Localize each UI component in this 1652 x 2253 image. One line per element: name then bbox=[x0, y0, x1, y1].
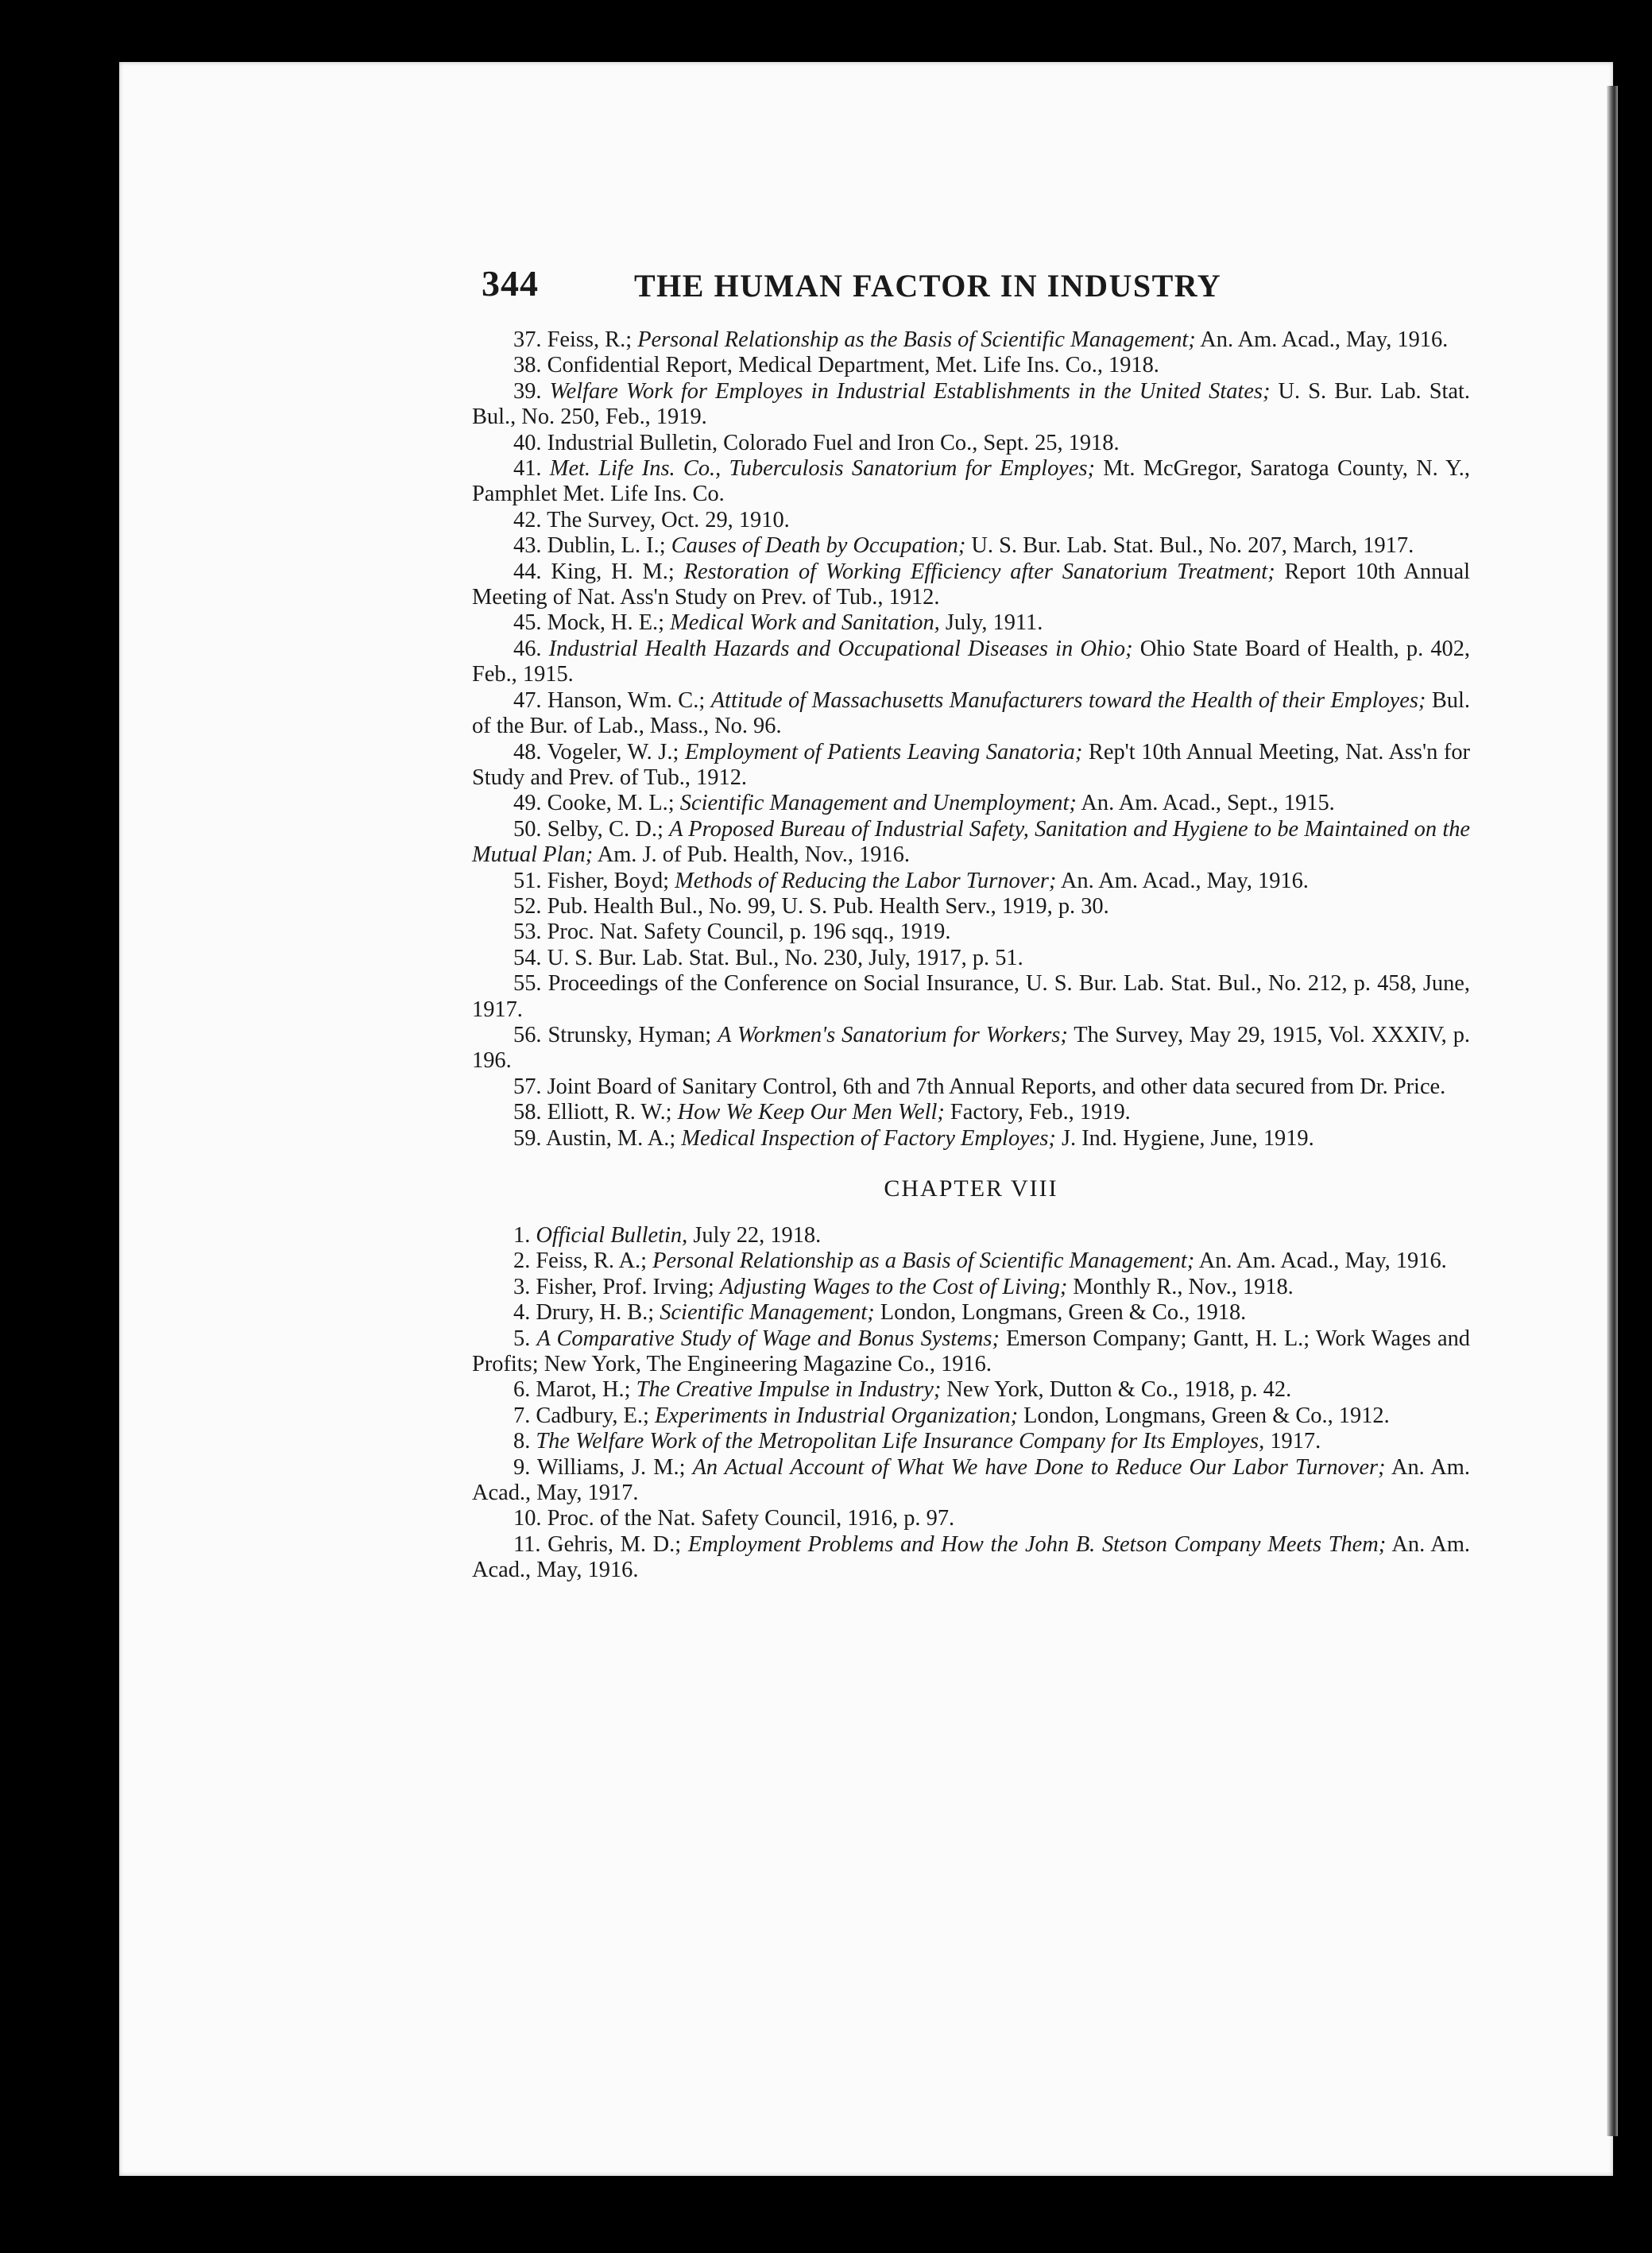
reference-title: Employment of Patients Leaving Sanatoria; bbox=[684, 739, 1083, 765]
reference-title: A Workmen's Sanatorium for Workers; bbox=[718, 1022, 1068, 1047]
reference-entry bbox=[472, 533, 1470, 559]
reference-title: Welfare Work for Employes in Industrial Establishments in the United States; bbox=[549, 378, 1271, 404]
reference-author: 47. Hanson, Wm. C.; bbox=[513, 687, 711, 713]
reference-entry bbox=[472, 431, 1470, 456]
reference-list-chapter-viii bbox=[472, 1223, 1470, 1584]
reference-entry bbox=[472, 508, 1470, 533]
chapter-heading: CHAPTER VIII bbox=[884, 1175, 1058, 1202]
page-edge-shadow bbox=[1607, 86, 1618, 2136]
reference-source: London, Longmans, Green & Co., 1912. bbox=[1018, 1403, 1390, 1428]
reference-title: How We Keep Our Men Well; bbox=[677, 1100, 945, 1125]
reference-entry bbox=[472, 559, 1470, 611]
reference-author: 51. Fisher, Boyd; bbox=[513, 868, 675, 893]
reference-entry bbox=[472, 740, 1470, 792]
reference-entry bbox=[472, 688, 1470, 740]
reference-entry bbox=[472, 456, 1470, 508]
reference-author: 4. Drury, H. B.; bbox=[513, 1300, 660, 1326]
reference-author: 39. bbox=[513, 378, 550, 404]
reference-author: 58. Elliott, R. W.; bbox=[513, 1100, 678, 1125]
reference-author: 41. bbox=[513, 456, 550, 482]
reference-source: J. Ind. Hygiene, June, 1919. bbox=[1055, 1125, 1314, 1151]
reference-entry bbox=[472, 1223, 1470, 1248]
reference-source: Mt. McGregor, Saratoga County, N. Y., Pamphlet Met. Life Ins. Co. bbox=[472, 456, 1470, 507]
reference-source: Ohio State Board of Health, p. 402, Feb., 1915. bbox=[472, 636, 1471, 687]
reference-author: 45. Mock, H. E.; bbox=[513, 610, 671, 636]
reference-source: The Survey, May 29, 1915, Vol. XXXIV, p. 196. bbox=[472, 1022, 1470, 1074]
reference-source: Bul. of the Bur. of Lab., Mass., No. 96. bbox=[472, 687, 1470, 739]
reference-title: Causes of Death by Occupation; bbox=[671, 533, 966, 559]
reference-source: Report 10th Annual Meeting of Nat. Ass'n Study on Prev. of Tub., 1912. bbox=[472, 559, 1470, 610]
reference-entry bbox=[472, 1074, 1470, 1100]
reference-entry bbox=[472, 817, 1470, 869]
reference-entry bbox=[472, 610, 1470, 636]
reference-source: Factory, Feb., 1919. bbox=[944, 1100, 1131, 1125]
reference-entry bbox=[472, 1377, 1470, 1403]
reference-author: 10. Proc. of the Nat. Safety Council, 1916, p. 97. bbox=[513, 1506, 955, 1531]
reference-author: 37. Feiss, R.; bbox=[513, 327, 638, 352]
reference-source: Rep't 10th Annual Meeting, Nat. Ass'n for Study and Prev. of Tub., 1912. bbox=[472, 739, 1470, 790]
reference-entry bbox=[472, 1455, 1470, 1507]
running-title: THE HUMAN FACTOR IN INDUSTRY bbox=[634, 268, 1222, 304]
reference-author: 9. Williams, J. M.; bbox=[513, 1454, 693, 1480]
reference-title: Employment Problems and How the John B. Stetson Company Meets Them; bbox=[687, 1531, 1387, 1557]
reference-author: 2. Feiss, R. A.; bbox=[513, 1248, 653, 1274]
reference-title: Scientific Management; bbox=[660, 1300, 875, 1326]
reference-author: 55. Proceedings of the Conference on Social Insurance, U. S. Bur. Lab. Stat. Bul., No. 212, p. 458, June, 1917. bbox=[472, 971, 1470, 1022]
reference-author: 8. bbox=[513, 1429, 536, 1454]
reference-author: 44. King, H. M.; bbox=[513, 559, 684, 584]
reference-entry bbox=[472, 946, 1470, 971]
reference-entry bbox=[472, 1403, 1470, 1429]
reference-author: 48. Vogeler, W. J.; bbox=[513, 739, 685, 765]
reference-title: Personal Relationship as a Basis of Scientific Management; bbox=[652, 1248, 1195, 1274]
reference-author: 42. The Survey, Oct. 29, 1910. bbox=[513, 507, 790, 532]
reference-title: Experiments in Industrial Organization; bbox=[654, 1403, 1019, 1428]
reference-author: 59. Austin, M. A.; bbox=[513, 1125, 682, 1151]
reference-entry bbox=[472, 379, 1470, 431]
reference-author: 56. Strunsky, Hyman; bbox=[513, 1022, 718, 1047]
reference-source: An. Am. Acad., Sept., 1915. bbox=[1076, 791, 1335, 816]
reference-source: Am. J. of Pub. Health, Nov., 1916. bbox=[593, 842, 910, 868]
running-header bbox=[472, 262, 1470, 319]
reference-author: 7. Cadbury, E.; bbox=[513, 1403, 655, 1428]
reference-entry bbox=[472, 1506, 1470, 1531]
reference-entry bbox=[472, 971, 1470, 1023]
reference-entry bbox=[472, 327, 1470, 353]
reference-author: 38. Confidential Report, Medical Department, Met. Life Ins. Co., 1918. bbox=[513, 353, 1159, 378]
reference-title: The Creative Impulse in Industry; bbox=[636, 1377, 942, 1403]
reference-author: 54. U. S. Bur. Lab. Stat. Bul., No. 230, July, 1917, p. 51. bbox=[513, 945, 1023, 970]
reference-author: 57. Joint Board of Sanitary Control, 6th and 7th Annual Reports, and other data secured from Dr. Price. bbox=[513, 1074, 1446, 1099]
reference-author: 53. Proc. Nat. Safety Council, p. 196 sqq., 1919. bbox=[513, 919, 951, 945]
reference-source: U. S. Bur. Lab. Stat. Bul., No. 207, March, 1917. bbox=[965, 533, 1414, 559]
reference-author: 40. Industrial Bulletin, Colorado Fuel and Iron Co., Sept. 25, 1918. bbox=[513, 430, 1120, 455]
reference-title: Adjusting Wages to the Cost of Living; bbox=[719, 1274, 1068, 1299]
reference-source: An. Am. Acad., May, 1916. bbox=[1195, 327, 1449, 352]
reference-entry bbox=[472, 1326, 1470, 1378]
reference-entry bbox=[472, 1300, 1470, 1326]
reference-source: Emerson Company; Gantt, H. L.; Work Wages and Profits; New York, The Engineering Magazine Co., 1916. bbox=[472, 1326, 1471, 1377]
reference-entry bbox=[472, 894, 1470, 919]
reference-author: 50. Selby, C. D.; bbox=[513, 816, 670, 842]
reference-title: A Proposed Bureau of Industrial Safety, Sanitation and Hygiene to be Maintained on the Mutual Plan; bbox=[472, 816, 1471, 868]
reference-title: Met. Life Ins. Co., Tuberculosis Sanatorium for Employes; bbox=[549, 456, 1095, 482]
reference-author: 46. bbox=[513, 636, 549, 661]
reference-entry bbox=[472, 919, 1470, 945]
reference-entry bbox=[472, 791, 1470, 816]
reference-title: Scientific Management and Unemployment; bbox=[679, 791, 1077, 816]
reference-entry bbox=[472, 869, 1470, 894]
reference-source: An. Am. Acad., May, 1916. bbox=[1056, 868, 1309, 893]
reference-source: Monthly R., Nov., 1918. bbox=[1067, 1274, 1294, 1299]
reference-title: The Welfare Work of the Metropolitan Life Insurance Company for Its Employes, bbox=[536, 1429, 1265, 1454]
reference-author: 11. Gehris, M. D.; bbox=[513, 1531, 688, 1557]
reference-entry bbox=[472, 1126, 1470, 1152]
reference-entry bbox=[472, 1275, 1470, 1300]
reference-source: July, 1911. bbox=[939, 610, 1043, 636]
reference-author: 43. Dublin, L. I.; bbox=[513, 533, 671, 559]
reference-title: Restoration of Working Efficiency after Sanatorium Treatment; bbox=[683, 559, 1275, 584]
reference-title: An Actual Account of What We have Done to Reduce Our Labor Turnover; bbox=[692, 1454, 1386, 1480]
reference-title: Personal Relationship as the Basis of Scientific Management; bbox=[637, 327, 1196, 352]
reference-source: An. Am. Acad., May, 1916. bbox=[1194, 1248, 1447, 1274]
reference-title: Official Bulletin, bbox=[536, 1223, 688, 1248]
reference-source: U. S. Bur. Lab. Stat. Bul., No. 250, Feb., 1919. bbox=[472, 378, 1471, 430]
reference-author: 6. Marot, H.; bbox=[513, 1377, 636, 1403]
reference-author: 5. bbox=[513, 1326, 537, 1351]
reference-entry bbox=[472, 353, 1470, 378]
reference-title: Medical Work and Sanitation, bbox=[670, 610, 940, 636]
reference-entry bbox=[472, 1532, 1470, 1584]
reference-entry bbox=[472, 1100, 1470, 1125]
reference-entry bbox=[472, 1248, 1470, 1274]
reference-source: 1917. bbox=[1264, 1429, 1321, 1454]
reference-title: Industrial Health Hazards and Occupational Diseases in Ohio; bbox=[548, 636, 1133, 661]
reference-source: July 22, 1918. bbox=[687, 1223, 822, 1248]
reference-author: 1. bbox=[513, 1223, 536, 1248]
reference-source: An. Am. Acad., May, 1917. bbox=[472, 1454, 1470, 1506]
reference-source: An. Am. Acad., May, 1916. bbox=[472, 1531, 1470, 1583]
reference-title: Attitude of Massachusetts Manufacturers toward the Health of their Employes; bbox=[710, 687, 1426, 713]
reference-author: 3. Fisher, Prof. Irving; bbox=[513, 1274, 720, 1299]
reference-title: A Comparative Study of Wage and Bonus Systems; bbox=[536, 1326, 1000, 1351]
reference-title: Medical Inspection of Factory Employes; bbox=[681, 1125, 1056, 1151]
page-content bbox=[472, 262, 1470, 1584]
reference-author: 49. Cooke, M. L.; bbox=[513, 791, 680, 816]
reference-entry bbox=[472, 1023, 1470, 1074]
page-number: 344 bbox=[482, 263, 539, 304]
reference-entry bbox=[472, 637, 1470, 688]
reference-author: 52. Pub. Health Bul., No. 99, U. S. Pub. Health Serv., 1919, p. 30. bbox=[513, 893, 1109, 919]
reference-list-chapter-vii bbox=[472, 327, 1470, 1152]
reference-source: London, Longmans, Green & Co., 1918. bbox=[874, 1300, 1247, 1326]
reference-source: New York, Dutton & Co., 1918, p. 42. bbox=[941, 1377, 1292, 1403]
reference-entry bbox=[472, 1429, 1470, 1454]
reference-title: Methods of Reducing the Labor Turnover; bbox=[675, 868, 1057, 893]
